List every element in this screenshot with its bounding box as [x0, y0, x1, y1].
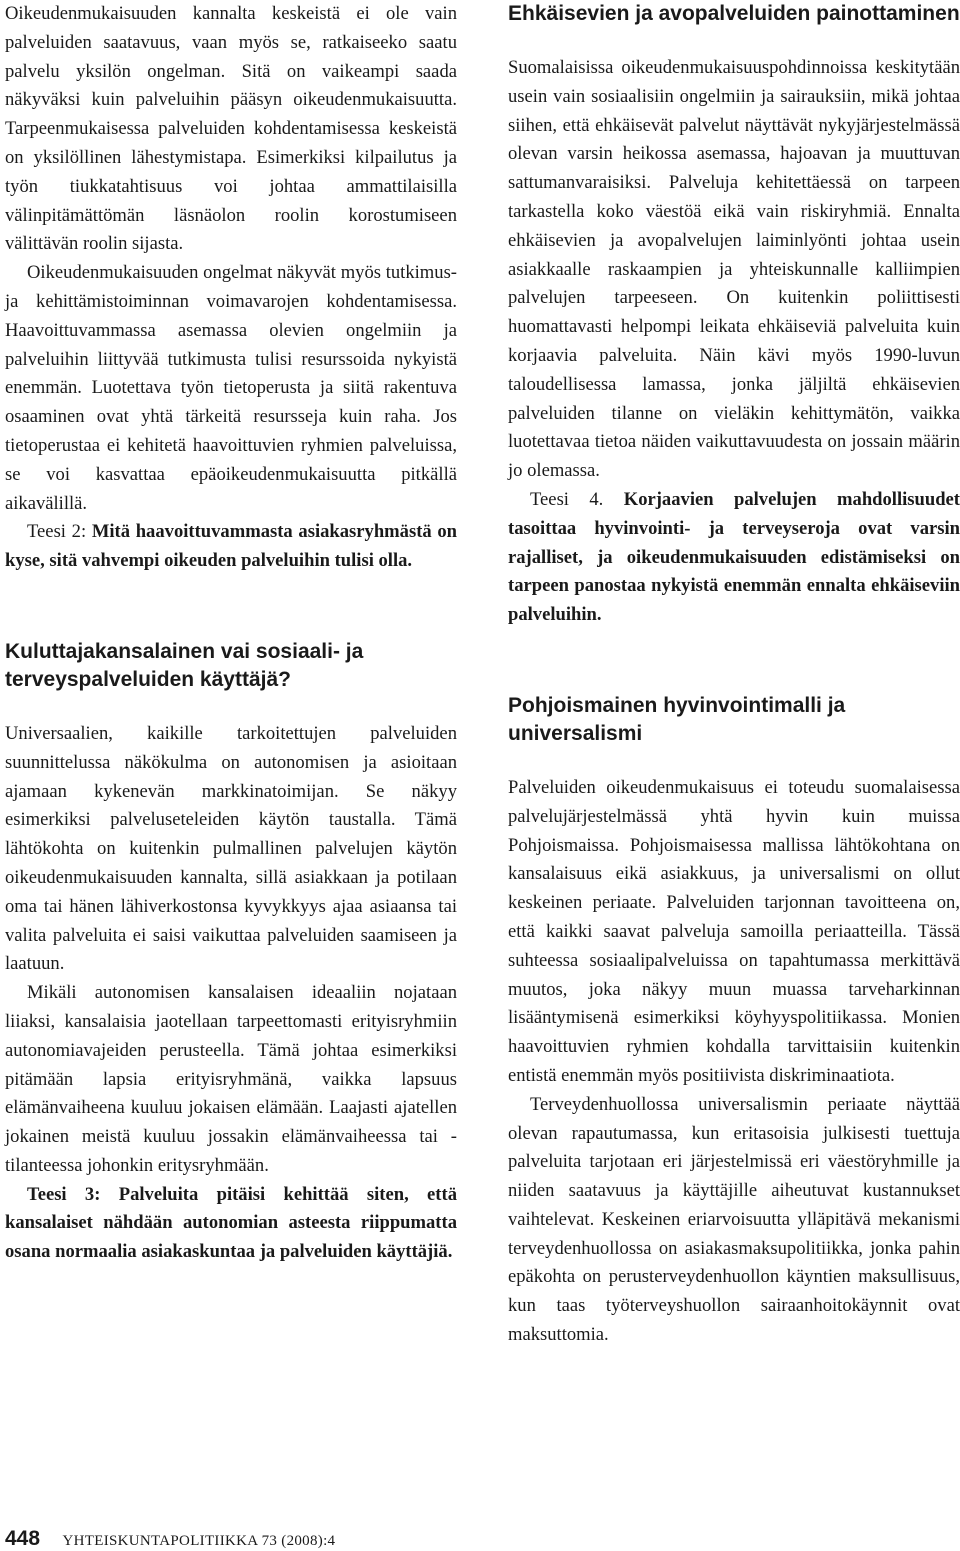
body-paragraph: Suomalaisissa oikeudenmukaisuuspohdinnoissa keskitytään usein vain sosiaalisiin ongelmiin ja sairauksiin, mikä johtaa siihen, että ehkäisevät palvelut näyttävät nykyjärjestelmässä olevan varsin heikossa asemassa, hajoavan ja muuttuvan sattumanvaraisiksi. Palveluja kehitettäessä on tarpeen tarkastella koko väestöä eikä vain riskiryhmiä. Ennalta ehkäisevien ja avopalvelujen laiminlyönti johtaa usein asiakkaalle raskaampien ja yhteiskunnalle kalliimpien palvelujen tarpeeseen. On kuitenkin poliittisesti huomattavasti helpompi leikata ehkäiseviä palveluita kuin korjaavia palveluita. Näin kävi myös 1990-luvun taloudellisessa lamassa, jonka jäljiltä ehkäisevien palveluiden tilanne on vieläkin kehittymätön, vaikka luotettavaa tietoa näiden vaikuttavuudesta on jossain määrin jo olemassa. — [508, 57, 960, 482]
thesis-label: Teesi 4. — [530, 488, 604, 510]
thesis-text: Mitä haavoittuvammasta asiakasryhmästä on kyse, sitä vahvempi oikeuden palveluihin tulisi olla. — [5, 521, 458, 572]
body-paragraph: Oikeudenmukaisuuden ongelmat näkyvät myös tutkimus- ja kehittämistoiminnan voimavarojen kohdentamisessa. Haavoittuvammassa asemassa olevien ongelmiin ja palveluihin liittyvää tutkimusta tulisi resurssoida nykyistä enemmän. Luotettava työn tietoperusta ja siitä rakentuva osaaminen ovat yhtä tärkeitä resursseja kuin raha. Jos tietoperustaa ei kehitetä haavoittuvien ryhmien palveluissa, se voi kasvattaa epäoikeudenmukaisuutta pitkällä aikavälillä. — [5, 262, 457, 514]
thesis-text: Korjaavien palvelujen mahdollisuudet tasoittaa hyvinvointi- ja terveyseroja ovat varsin rajalliset, ja oikeudenmukaisuuden edistämiseksi on tarpeen panostaa nykyistä enemmän ennalta ehkäiseviin palveluihin. — [508, 488, 960, 626]
page-footer — [5, 1527, 335, 1551]
journal-title: YHTEISKUNTAPOLITIIKKA 73 (2008):4 — [62, 1533, 336, 1549]
section-heading: Pohjoismainen hyvinvointimalli ja universalismi — [508, 693, 846, 745]
thesis-2 — [5, 518, 457, 576]
section-heading: Ehkäisevien ja avopalveluiden painottaminen — [508, 2, 960, 25]
body-paragraph: Terveydenhuollossa universalismin periaate näyttää olevan rapautumassa, kun eritasoisia julkisesti tuettuja palveluita tarjotaan eri järjestelmissä eri väestöryhmille ja niiden saatavuus ja käyttäjille aiheutuvat kustannukset vaihtelevat. Keskeinen eriarvoisuutta ylläpitävä mekanismi terveydenhuollossa on asiakasmaksupolitiikka, jonka pahin epäkohta on perusterveydenhuollon käyntien maksullisuus, kun taas työterveyshuollon sairaanhoitokäynnit ovat maksuttomia. — [508, 1093, 960, 1346]
thesis-label: Teesi 2: — [27, 521, 87, 543]
body-paragraph: Universaalien, kaikille tarkoitettujen palveluiden suunnittelussa näkökulma on autonomisen ja asioitaan ajamaan kykenevän markkinatoimijan. Se näkyy esimerkiksi palveluseteleiden käytön taustalla. Tämä lähtökohta on kuitenkin pulmallinen palvelujen käytön oikeudenmukaisuuden kannalta, sillä asiakkaan ja potilaan oma tai hänen lähiverkostonsa kyvykkyys ajaa asiaansa tai valita palveluita ei saisi vaikuttaa palveluiden saamiseen ja laatuun. — [5, 722, 457, 975]
body-paragraph: Mikäli autonomisen kansalaisen ideaaliin nojataan liiaksi, kansalaisia jaotellaan tarpeettomasti erityisryhmiin autonomiavajeiden perusteella. Tämä johtaa esimerkiksi pitämään lapsia erityisryhmänä, vaikka lapsuus elämänvaiheena kuuluu jokaisen elämään. Laajasti ajatellen jokainen meistä kuuluu jossakin elämänvaiheessa tai -tilanteessa johonkin eritysryhmään. — [5, 982, 457, 1176]
body-paragraph: Palveluiden oikeudenmukaisuus ei toteudu suomalaisessa palvelujärjestelmässä yhtä hyvin kuin muissa Pohjoismaissa. Pohjoismaisessa mallissa lähtökohtana on kansalaisuus eikä asiakkuus, ja universalismi on ollut keskeinen periaate. Palveluiden tarjonnan tavoitteena on, että kaikki saavat palveluja samoilla periaatteilla. Tässä suhteessa sosiaalipalveluissa on tapahtumassa merkittävä muutos, joka näkyy muun muassa tarveharkinnan lisääntymisenä esimerkiksi köyhyyspolitiikassa. Monien haavoittuvien ryhmien kohdalla tarvittaisiin kuitenkin entistä enemmän myös positiivista diskriminaatiota. — [508, 776, 960, 1086]
right-column — [508, 0, 960, 1350]
page-number: 448 — [5, 1527, 41, 1550]
thesis-3: Teesi 3: Palveluita pitäisi kehittää siten, että kansalaiset nähdään autonomian asteesta riippumatta osana normaalia asiakaskuntaa ja palveluiden käyttäjiä. — [5, 1183, 457, 1263]
body-paragraph: Oikeudenmukaisuuden kannalta keskeistä ei ole vain palveluiden saatavuus, vaan myös se, ratkaiseeko saatu palvelu yksilön ongelman. Sitä on vaikeampi saada näkyväksi kuin palveluihin pääsyn oikeudenmukaisuutta. Tarpeenmukaisessa palveluiden kohdentamisessa keskeistä on yksilöllinen lähestymistapa. Esimerkiksi kilpailutus ja työn tiukkatahtisuus voi johtaa ammattilaisilla välinpitämättömän läsnäolon roolin korostumiseen välittävän roolin sijasta. — [5, 3, 457, 255]
section-heading: Kuluttajakansalainen vai sosiaali- ja terveyspalveluiden käyttäjä? — [5, 639, 364, 691]
thesis-4 — [508, 486, 960, 630]
left-column — [5, 0, 457, 1267]
